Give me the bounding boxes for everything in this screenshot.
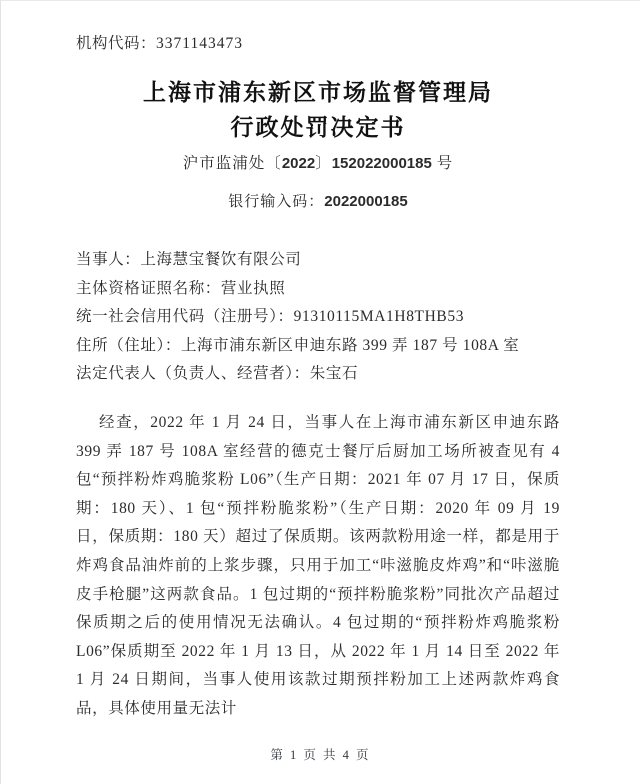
document-number-line (76, 152, 560, 176)
org-code-line (76, 34, 560, 54)
title-authority: 上海市浦东新区市场监督管理局 (143, 80, 493, 105)
party-info-block (76, 246, 560, 389)
doc-no-serial: 152022000185 (331, 155, 432, 172)
party-line-address: 住所（住址）：上海市浦东新区申迪东路 399 弄 187 号 108A 室 (76, 336, 520, 354)
party-line-name: 当事人：上海慧宝餐饮有限公司 (76, 251, 302, 268)
party-line-credit-code: 统一社会信用代码（注册号）：91310115MA1H8THB53 (76, 308, 465, 326)
org-code-value: 3371143473 (156, 35, 243, 52)
doc-no-suffix: 号 (431, 155, 454, 172)
org-code-label: 机构代码： (76, 35, 157, 52)
party-line-legal-representative: 法定代表人（负责人、经营者）：朱宝石 (76, 365, 359, 383)
findings-paragraph: 经查，2022 年 1 月 24 日，当事人在上海市浦东新区申迪东路 399 弄 187 号 108A 室经营的德克士餐厅后厨加工场所被查见有 4 包“预拌粉炸鸡脆浆粉 L06”（生产日期：2021 年 07 月 17 日，保质期：180 天）、1 包“预拌粉脆浆粉”（生产日期：2020 年 09 月 19 日，保质期：180 天）超过了保质期。该两款粉用途一样，都是用于炸鸡食品油炸前的上浆步骤，只用于加工“咔滋脆皮炸鸡”和“咔滋脆皮手枪腿”这两款食品。1 包过期的“预拌粉脆浆粉”同批次产品超过保质期之后的使用情况无法确认。4 包过期的“预拌粉炸鸡脆浆粉 L06”保质期至 2022 年 1 月 13 日，从 2022 年 1 月 14 日至 2022 年 1 月 24 日期间，当事人使用该款过期预拌粉加工上述两款炸鸡食品，具体使用量无法计 (76, 413, 560, 717)
bank-code-value: 2022000185 (324, 193, 408, 210)
doc-no-bracket: 〕 (315, 155, 332, 172)
title-doc-type: 行政处罚决定书 (230, 115, 406, 140)
document-content (1, 1, 640, 724)
party-line-license-type: 主体资格证照名称：营业执照 (76, 279, 286, 297)
bank-code-line (76, 190, 560, 214)
doc-no-prefix: 沪市监浦处〔 (182, 155, 282, 172)
document-title (76, 75, 560, 145)
page-number-footer: 第 1 页 共 4 页 (270, 748, 371, 762)
bank-code-label: 银行输入码： (228, 194, 325, 210)
doc-no-year: 2022 (281, 155, 316, 172)
